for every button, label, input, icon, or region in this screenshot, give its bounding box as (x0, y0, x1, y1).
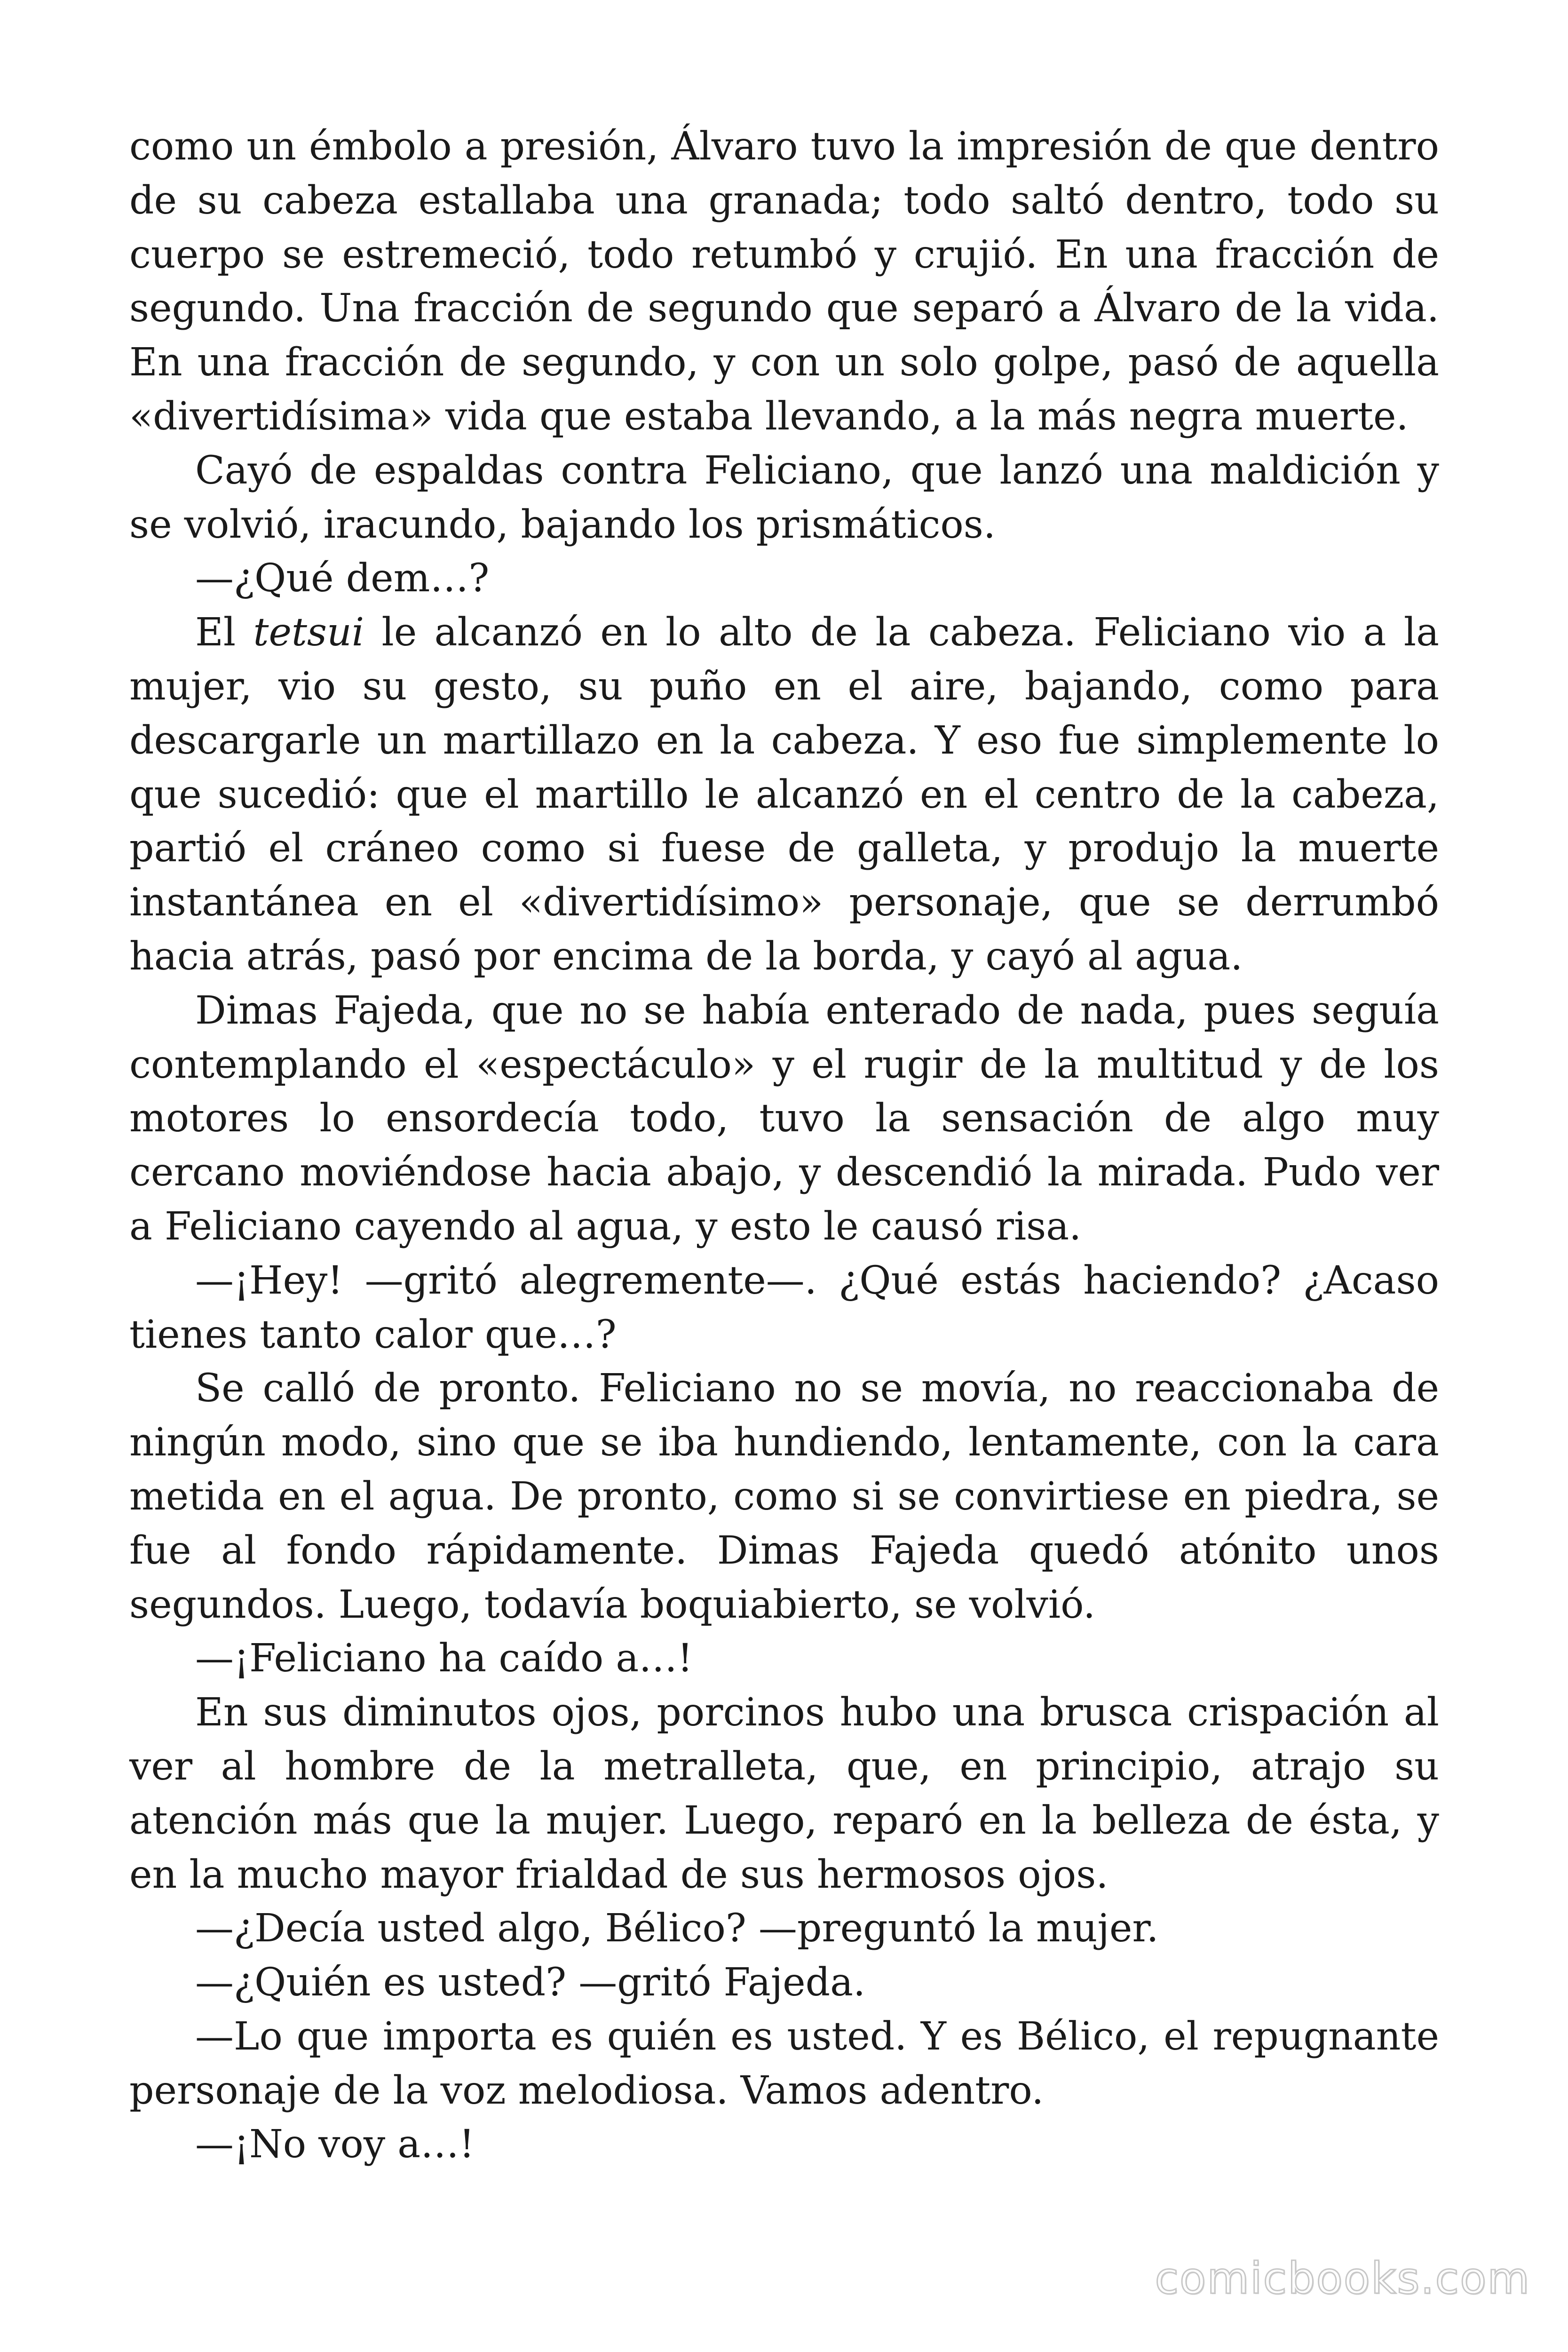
paragraph-text: —¿Quién es usted? —gritó Fajeda. (195, 1960, 866, 2005)
paragraph (129, 606, 1439, 984)
italic-term: tetsui (253, 610, 364, 655)
paragraph (129, 552, 1439, 606)
paragraph (129, 2118, 1439, 2172)
paragraph (129, 2010, 1439, 2118)
paragraph-text: —¡Feliciano ha caído a…! (195, 1636, 693, 1681)
paragraph-text: Dimas Fajeda, que no se había enterado de nada, pues seguía contemplando el «espectáculo» y el rugir de la multitud y de los motores lo ensordecía todo, tuvo la sensación de algo muy cercano moviéndose hacia abajo, y descendió la mirada. Pudo ver a Feliciano cayendo al agua, y esto le causó risa. (129, 988, 1439, 1249)
paragraph (129, 1686, 1439, 1902)
paragraph-text: Cayó de espaldas contra Feliciano, que lanzó una maldición y se volvió, iracundo, bajando los prismáticos. (129, 448, 1439, 547)
paragraph-text: —¿Qué dem…? (195, 556, 490, 601)
paragraph-text: —¡Hey! —gritó alegremente—. ¿Qué estás haciendo? ¿Acaso tienes tanto calor que…? (129, 1258, 1439, 1357)
paragraph-text: —¿Decía usted algo, Bélico? —preguntó la mujer. (195, 1906, 1159, 1951)
paragraph-text: Se calló de pronto. Feliciano no se movía, no reaccionaba de ningún modo, sino que se iba hundiendo, lentamente, con la cara metida en el agua. De pronto, como si se convirtiese en piedra, se fue al fondo rápidamente. Dimas Fajeda quedó atónito unos segundos. Luego, todavía boquiabierto, se volvió. (129, 1366, 1439, 1627)
paragraph-text: le alcanzó en lo alto de la cabeza. Feliciano vio a la mujer, vio su gesto, su puño en el aire, bajando, como para descargarle un martillazo en la cabeza. Y eso fue simplemente lo que sucedió: que el martillo le alcanzó en el centro de la cabeza, partió el cráneo como si fuese de galleta, y produjo la muerte instantánea en el «divertidísimo» personaje, que se derrumbó hacia atrás, pasó por encima de la borda, y cayó al agua. (129, 610, 1440, 979)
paragraph (129, 1632, 1439, 1686)
paragraph-text: —Lo que importa es quién es usted. Y es Bélico, el repugnante personaje de la voz melodiosa. Vamos adentro. (129, 2014, 1439, 2113)
paragraph (129, 120, 1439, 444)
paragraph-text: El (195, 610, 253, 655)
paragraph (129, 984, 1439, 1254)
paragraph-text: En sus diminutos ojos, porcinos hubo una brusca crispación al ver al hombre de la metralleta, que, en principio, atrajo su atención más que la mujer. Luego, reparó en la belleza de ésta, y en la mucho mayor frialdad de sus hermosos ojos. (129, 1690, 1439, 1897)
paragraph (129, 1902, 1439, 1956)
paragraph (129, 1254, 1439, 1362)
paragraph-text: como un émbolo a presión, Álvaro tuvo la impresión de que dentro de su cabeza estallaba una granada; todo saltó dentro, todo su cuerpo se estremeció, todo retumbó y crujió. En una fracción de segundo. Una fracción de segundo que separó a Álvaro de la vida. En una fracción de segundo, y con un solo golpe, pasó de aquella «divertidísima» vida que estaba llevando, a la más negra muerte. (129, 124, 1439, 439)
paragraph (129, 1362, 1439, 1632)
paragraph (129, 1956, 1439, 2010)
watermark: comicbooks.com (1155, 2253, 1530, 2304)
paragraph-text: —¡No voy a…! (195, 2122, 475, 2167)
paragraph (129, 444, 1439, 552)
body-text (129, 120, 1439, 2172)
